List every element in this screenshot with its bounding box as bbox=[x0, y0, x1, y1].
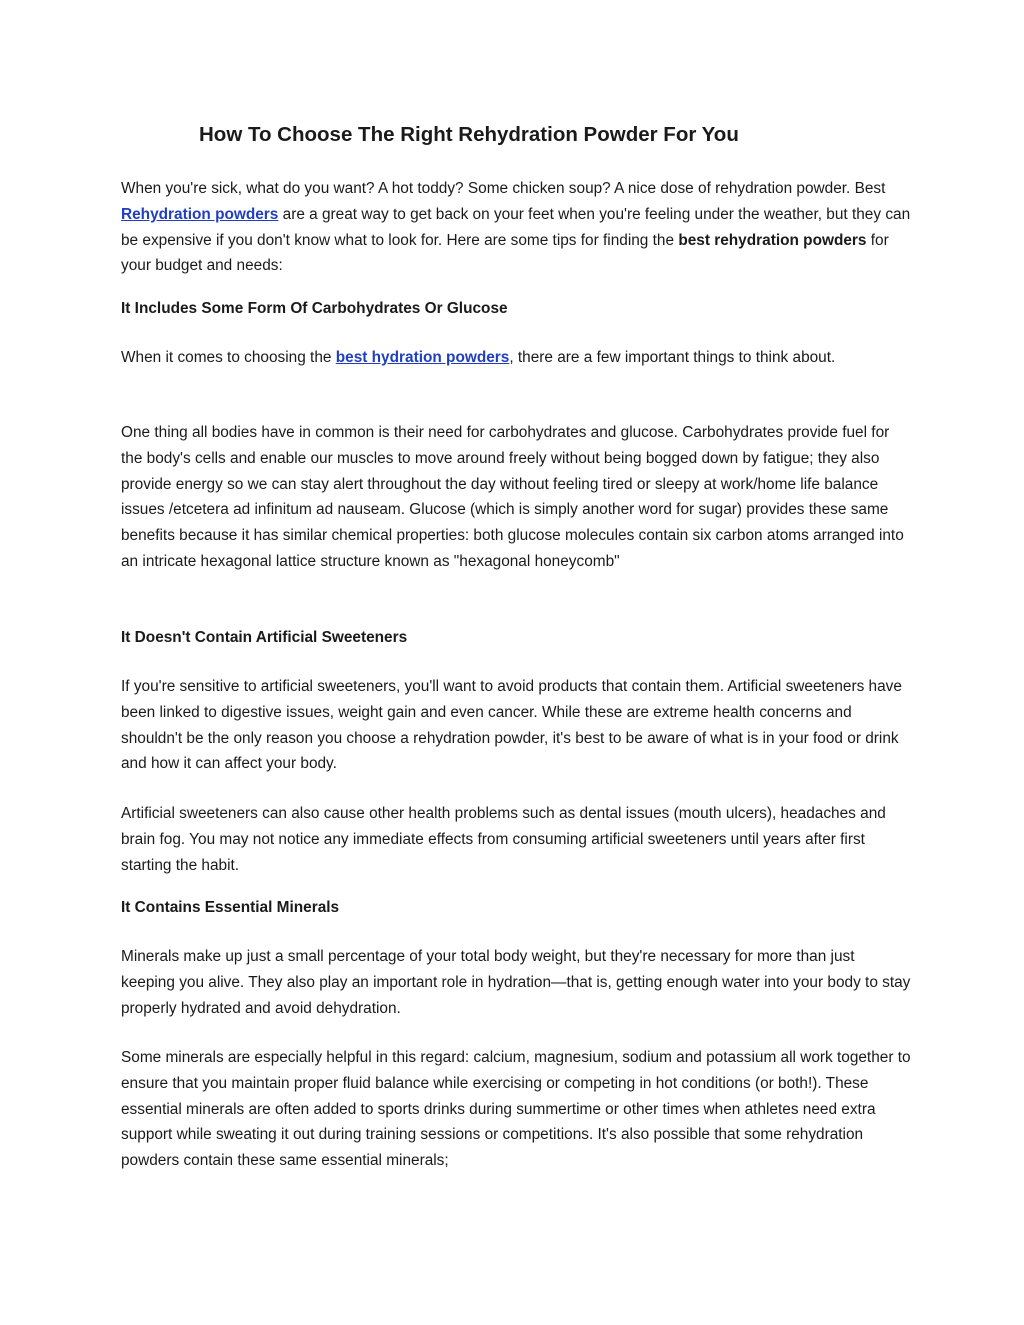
best-hydration-powders-link[interactable]: best hydration powders bbox=[335, 349, 510, 366]
intro-text-2: are a great way to get back on your feet when you're feeling under the weather, but they can be expensive if you don't know what to look for. Here are some tips for finding the bbox=[121, 205, 911, 249]
minerals-paragraph-1: Minerals make up just a small percentage of your total body weight, but they're necessary for more than just keeping you alive. They also play an important role in hydration—that is, getting enough water into your body to stay properly hydrated and avoid dehydration. bbox=[121, 948, 911, 1017]
section-heading-carbohydrates: It Includes Some Form Of Carbohydrates Or Glucose bbox=[121, 300, 508, 317]
intro-paragraph bbox=[121, 176, 911, 279]
intro-text-3: for your budget and needs: bbox=[121, 231, 889, 275]
carbohydrates-text-2: , there are a few important things to think about. bbox=[509, 349, 836, 366]
section-heading-sweeteners: It Doesn't Contain Artificial Sweeteners bbox=[121, 629, 408, 646]
section-heading-minerals: It Contains Essential Minerals bbox=[121, 899, 340, 916]
carbohydrates-text-1: When it comes to choosing the bbox=[121, 349, 336, 366]
carbohydrates-paragraph-1 bbox=[121, 345, 911, 371]
minerals-paragraph-2: Some minerals are especially helpful in this regard: calcium, magnesium, sodium and potassium all work together to ensure that you maintain proper fluid balance while exercising or competing in hot conditions (or both!). These essential minerals are often added to sports drinks during summertime or other times when athletes need extra support while sweating it out during training sessions or competitions. It's also possible that some rehydration powders contain these same essential minerals; bbox=[121, 1049, 911, 1170]
page-title: How To Choose The Right Rehydration Powder For You bbox=[199, 123, 739, 146]
sweeteners-paragraph-1: If you're sensitive to artificial sweeteners, you'll want to avoid products that contain them. Artificial sweeteners have been linked to digestive issues, weight gain and even cancer. While these are extreme health concerns and shouldn't be the only reason you choose a rehydration powder, it's best to be aware of what is in your food or drink and how it can affect your body. bbox=[121, 678, 902, 773]
intro-text-1: When you're sick, what do you want? A hot toddy? Some chicken soup? A nice dose of rehydration powder. Best bbox=[121, 180, 886, 197]
rehydration-powders-link[interactable]: Rehydration powders bbox=[121, 205, 279, 223]
sweeteners-paragraph-2: Artificial sweeteners can also cause other health problems such as dental issues (mouth ulcers), headaches and brain fog. You may not notice any immediate effects from consuming artificial sweeteners until years after first starting the habit. bbox=[121, 805, 886, 874]
carbohydrates-paragraph-2: One thing all bodies have in common is their need for carbohydrates and glucose. Carbohydrates provide fuel for the body's cells and enable our muscles to move around freely without being bogged down by fatigue; they also provide energy so we can stay alert throughout the day without feeling tired or sleepy at work/home life balance issues /etcetera ad infinitum ad nauseam. Glucose (which is simply another word for sugar) provides these same benefits because it has similar chemical properties: both glucose molecules contain six carbon atoms arranged into an intricate hexagonal lattice structure known as "hexagonal honeycomb" bbox=[121, 424, 904, 570]
intro-bold-text: best rehydration powders bbox=[678, 231, 867, 249]
